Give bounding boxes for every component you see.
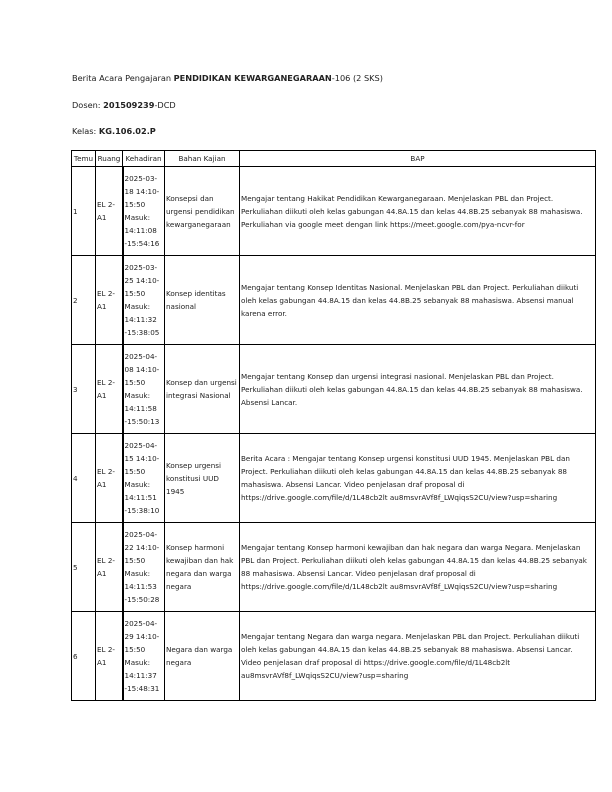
cell-temu: 4 <box>72 434 96 523</box>
cell-bap: Mengajar tentang Konsep Identitas Nasional. Menjelaskan PBL dan Project. Perkuliahan diikuti oleh kelas gabungan 44.8A.15 dan kelas 44.8B.25 sebanyak 88 mahasiswa. Absensi manual karena error. <box>240 256 596 345</box>
header-bahan-kajian: Bahan Kajian <box>165 151 240 167</box>
cell-temu: 3 <box>72 345 96 434</box>
table-row <box>72 256 596 345</box>
cell-ruang: EL 2-A1 <box>96 523 123 612</box>
cell-bap: Berita Acara : Mengajar tentang Konsep urgensi konstitusi UUD 1945. Menjelaskan PBL dan Project. Perkuliahan diikuti oleh kelas gabungan 44.8A.15 dan kelas 44.8B.25 sebanyak 88 mahasiswa. Absensi Lancar. Video penjelasan draf proposal di https://drive.google.com/file/d/1L48cb2lt au8msvrAVf8f_LWqiqsS2CU/view?usp=sharing <box>240 434 596 523</box>
cell-temu: 5 <box>72 523 96 612</box>
cell-bahan-kajian: Konsep identitas nasional <box>165 256 240 345</box>
lecturer-line <box>72 100 176 110</box>
teaching-report-table <box>71 150 596 701</box>
cell-temu: 1 <box>72 167 96 256</box>
cell-bahan-kajian: Negara dan warga negara <box>165 612 240 701</box>
cell-bahan-kajian: Konsep harmoni kewajiban dan hak negara dan warga negara <box>165 523 240 612</box>
cell-ruang: EL 2-A1 <box>96 345 123 434</box>
cell-kehadiran: 2025-04-22 14:10-15:50 Masuk: 14:11:53 -15:50:28 <box>123 523 165 612</box>
table-row <box>72 345 596 434</box>
cell-ruang: EL 2-A1 <box>96 256 123 345</box>
cell-ruang: EL 2-A1 <box>96 612 123 701</box>
lecturer-id: 201509239 <box>103 100 155 110</box>
header-temu: Temu <box>72 151 96 167</box>
table-header-row <box>72 151 596 167</box>
cell-bahan-kajian: Konsep dan urgensi integrasi Nasional <box>165 345 240 434</box>
cell-temu: 2 <box>72 256 96 345</box>
cell-bap: Mengajar tentang Konsep harmoni kewajiban dan hak negara dan warga Negara. Menjelaskan PBL dan Project. Perkuliahan diikuti oleh kelas gabungan 44.8A.15 dan kelas 44.8B.25 sebanyak 88 mahasiswa. Absensi Lancar. Video penjelasan draf proposal di https://drive.google.com/file/d/1L48cb2lt au8msvrAVf8f_LWqiqsS2CU/view?usp=sharing <box>240 523 596 612</box>
cell-ruang: EL 2-A1 <box>96 434 123 523</box>
cell-kehadiran: 2025-03-18 14:10-15:50 Masuk: 14:11:08 -15:54:16 <box>123 167 165 256</box>
class-value: KG.106.02.P <box>98 126 156 136</box>
cell-kehadiran: 2025-04-29 14:10-15:50 Masuk: 14:11:37 -15:48:31 <box>123 612 165 701</box>
cell-kehadiran: 2025-04-08 14:10-15:50 Masuk: 14:11:58 -15:50:13 <box>123 345 165 434</box>
table-row <box>72 167 596 256</box>
cell-bahan-kajian: Konsepsi dan urgensi pendidikan kewarganegaraan <box>165 167 240 256</box>
header-ruang: Ruang <box>96 151 123 167</box>
cell-temu: 6 <box>72 612 96 701</box>
header-bap: BAP <box>240 151 596 167</box>
table-row <box>72 612 596 701</box>
cell-bahan-kajian: Konsep urgensi konstitusi UUD 1945 <box>165 434 240 523</box>
course-line <box>72 73 383 83</box>
cell-bap: Mengajar tentang Hakikat Pendidikan Kewarganegaraan. Menjelaskan PBL dan Project. Perkuliahan diikuti oleh kelas gabungan 44.8A.15 dan kelas 44.8B.25 sebanyak 88 mahasiswa. Perkuliahan via google meet dengan link https://meet.google.com/pya-ncvr-for <box>240 167 596 256</box>
class-line <box>72 126 156 136</box>
course-suffix: -106 (2 SKS) <box>331 73 383 83</box>
cell-kehadiran: 2025-03-25 14:10-15:50 Masuk: 14:11:32 -15:38:05 <box>123 256 165 345</box>
table-row <box>72 434 596 523</box>
header-kehadiran: Kehadiran <box>123 151 165 167</box>
lecturer-label: Dosen: <box>72 100 104 110</box>
cell-bap: Mengajar tentang Konsep dan urgensi integrasi nasional. Menjelaskan PBL dan Project. Perkuliahan diikuti oleh kelas gabungan 44.8A.15 dan kelas 44.8B.25 sebanyak 88 mahasiswa. Absensi Lancar. <box>240 345 596 434</box>
course-name: PENDIDIKAN KEWARGANEGARAAN <box>173 73 332 83</box>
course-prefix: Berita Acara Pengajaran <box>72 73 174 83</box>
cell-bap: Mengajar tentang Negara dan warga negara. Menjelaskan PBL dan Project. Perkuliahan diikuti oleh kelas gabungan 44.8A.15 dan kelas 44.8B.25 sebanyak 88 mahasiswa. Absensi Lancar. Video penjelasan draf proposal di https://drive.google.com/file/d/1L48cb2lt au8msvrAVf8f_LWqiqsS2CU/view?usp=sharing <box>240 612 596 701</box>
table-row <box>72 523 596 612</box>
cell-kehadiran: 2025-04-15 14:10-15:50 Masuk: 14:11:51 -15:38:10 <box>123 434 165 523</box>
lecturer-suffix: -DCD <box>154 100 176 110</box>
cell-ruang: EL 2-A1 <box>96 167 123 256</box>
class-label: Kelas: <box>72 126 99 136</box>
